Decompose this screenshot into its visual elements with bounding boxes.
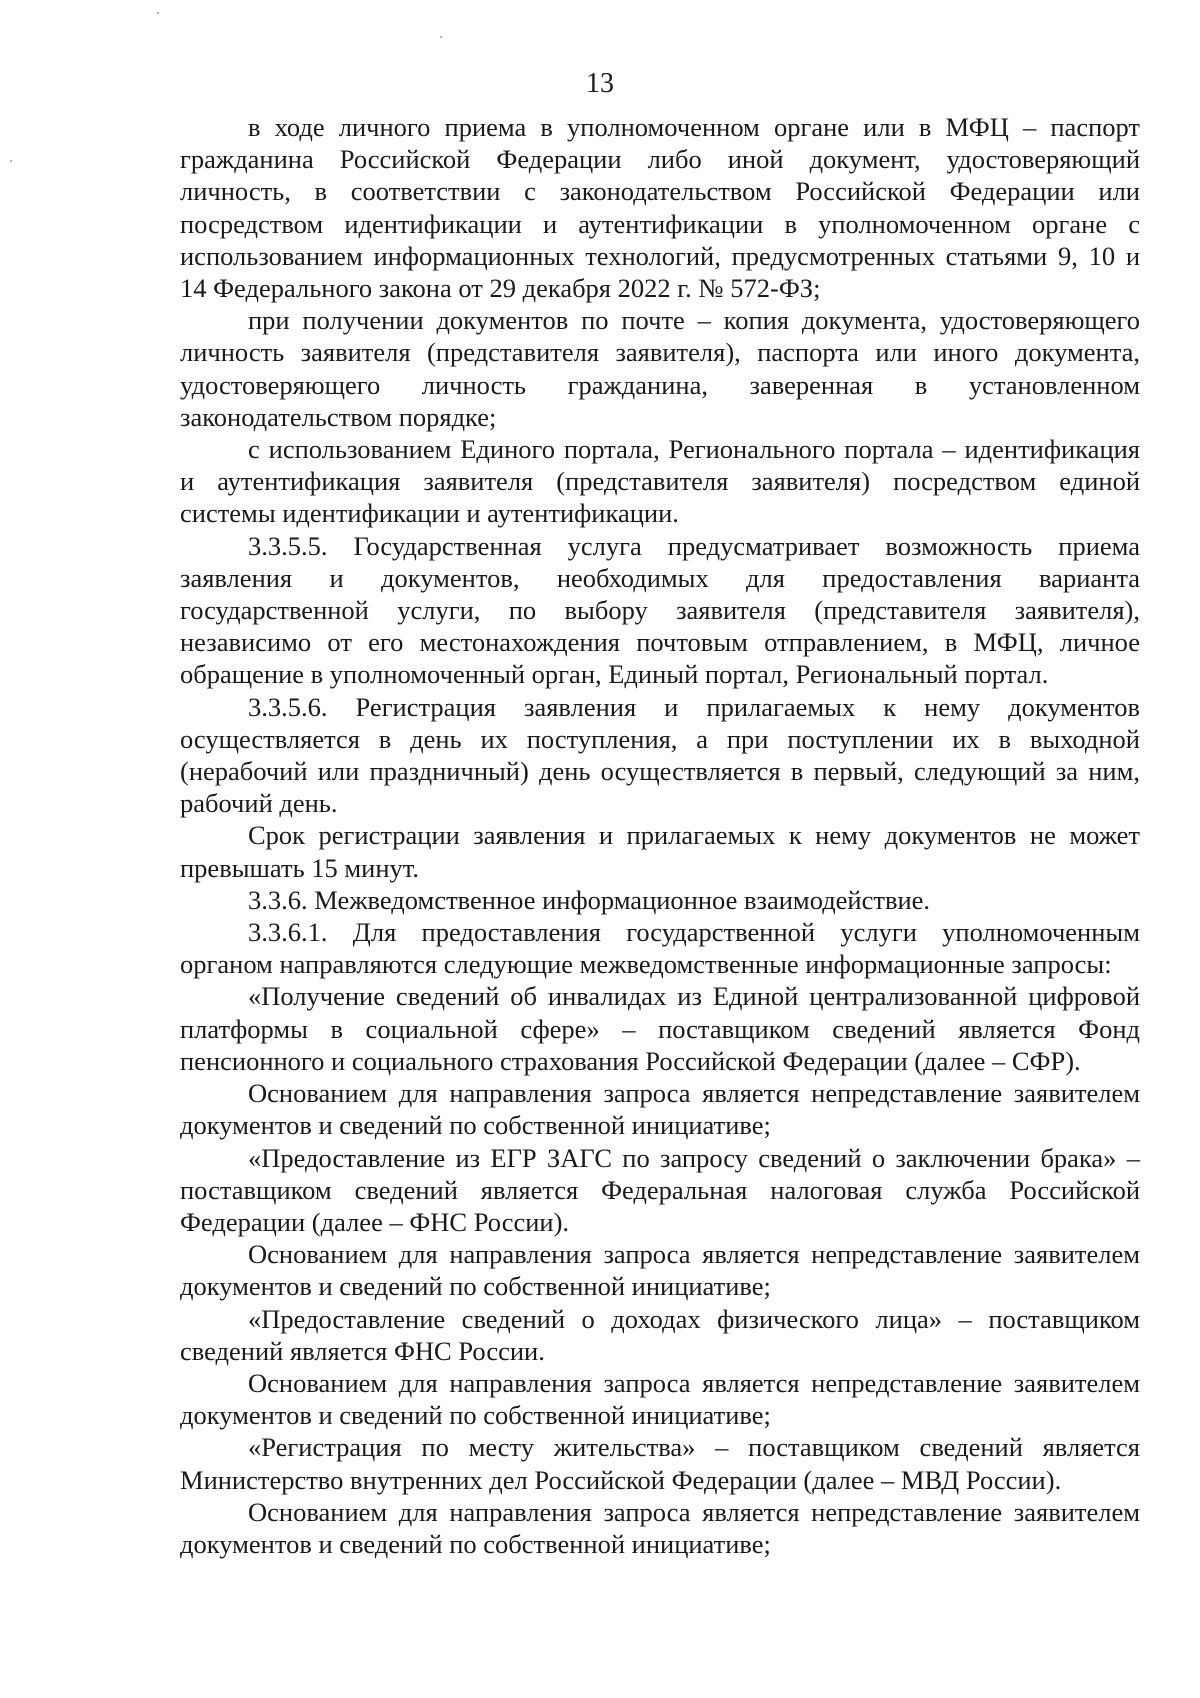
paragraph: 3.3.6.1. Для предоставления государственной услуги уполномоченным органом направляются следующие межведомственные информационные запросы: bbox=[180, 917, 1140, 980]
scan-speck bbox=[10, 160, 12, 162]
paragraph: 3.3.5.6. Регистрация заявления и прилагаемых к нему документов осуществляется в день их поступления, а при поступлении их в выходной (нерабочий или праздничный) день осуществляется в первый, следующий за ним, рабочий день. bbox=[180, 691, 1140, 819]
paragraph: Основанием для направления запроса является непредставление заявителем документов и сведений по собственной инициативе; bbox=[180, 1496, 1140, 1559]
paragraph: Основанием для направления запроса является непредставление заявителем документов и сведений по собственной инициативе; bbox=[180, 1078, 1140, 1141]
scan-speck bbox=[157, 12, 159, 14]
paragraph: «Предоставление сведений о доходах физического лица» – поставщиком сведений является ФНС России. bbox=[180, 1303, 1140, 1366]
paragraph: в ходе личного приема в уполномоченном органе или в МФЦ – паспорт гражданина Российской Федерации либо иной документ, удостоверяющий личность, в соответствии с законодательством Российской Федерации или посредством идентификации и аутентификации в уполномоченном органе с использованием информационных технологий, предусмотренных статьями 9, 10 и 14 Федерального закона от 29 декабря 2022 г. № 572-ФЗ; bbox=[180, 112, 1140, 304]
paragraph: «Регистрация по месту жительства» – поставщиком сведений является Министерство внутренних дел Российской Федерации (далее – МВД России). bbox=[180, 1432, 1140, 1495]
paragraph: «Предоставление из ЕГР ЗАГС по запросу сведений о заключении брака» – поставщиком сведений является Федеральная налоговая служба Российской Федерации (далее – ФНС России). bbox=[180, 1142, 1140, 1237]
paragraph: Срок регистрации заявления и прилагаемых к нему документов не может превышать 15 минут. bbox=[180, 820, 1140, 883]
paragraph: 3.3.6. Межведомственное информационное взаимодействие. bbox=[248, 884, 931, 915]
scan-speck bbox=[440, 36, 442, 38]
paragraph: Основанием для направления запроса является непредставление заявителем документов и сведений по собственной инициативе; bbox=[180, 1367, 1140, 1431]
document-body bbox=[180, 111, 1140, 1560]
paragraph: Основанием для направления запроса является непредставление заявителем документов и сведений по собственной инициативе; bbox=[180, 1239, 1140, 1302]
paragraph: 3.3.5.5. Государственная услуга предусматривает возможность приема заявления и документов, необходимых для предоставления варианта государственной услуги, по выбору заявителя (представителя заявителя), независимо от его местонахождения почтовым отправлением, в МФЦ, личное обращение в уполномоченный орган, Единый портал, Региональный портал. bbox=[180, 530, 1140, 690]
paragraph: при получении документов по почте – копия документа, удостоверяющего личность заявителя (представителя заявителя), паспорта или иного документа, удостоверяющего личность гражданина, заверенная в установленном законодательством порядке; bbox=[180, 305, 1140, 432]
paragraph: с использованием Единого портала, Регионального портала – идентификация и аутентификация заявителя (представителя заявителя) посредством единой системы идентификации и аутентификации. bbox=[180, 434, 1140, 529]
paragraph: «Получение сведений об инвалидах из Единой централизованной цифровой платформы в социальной сфере» – поставщиком сведений является Фонд пенсионного и социального страхования Российской Федерации (далее – СФР). bbox=[180, 981, 1140, 1076]
page-number: 13 bbox=[586, 68, 614, 99]
